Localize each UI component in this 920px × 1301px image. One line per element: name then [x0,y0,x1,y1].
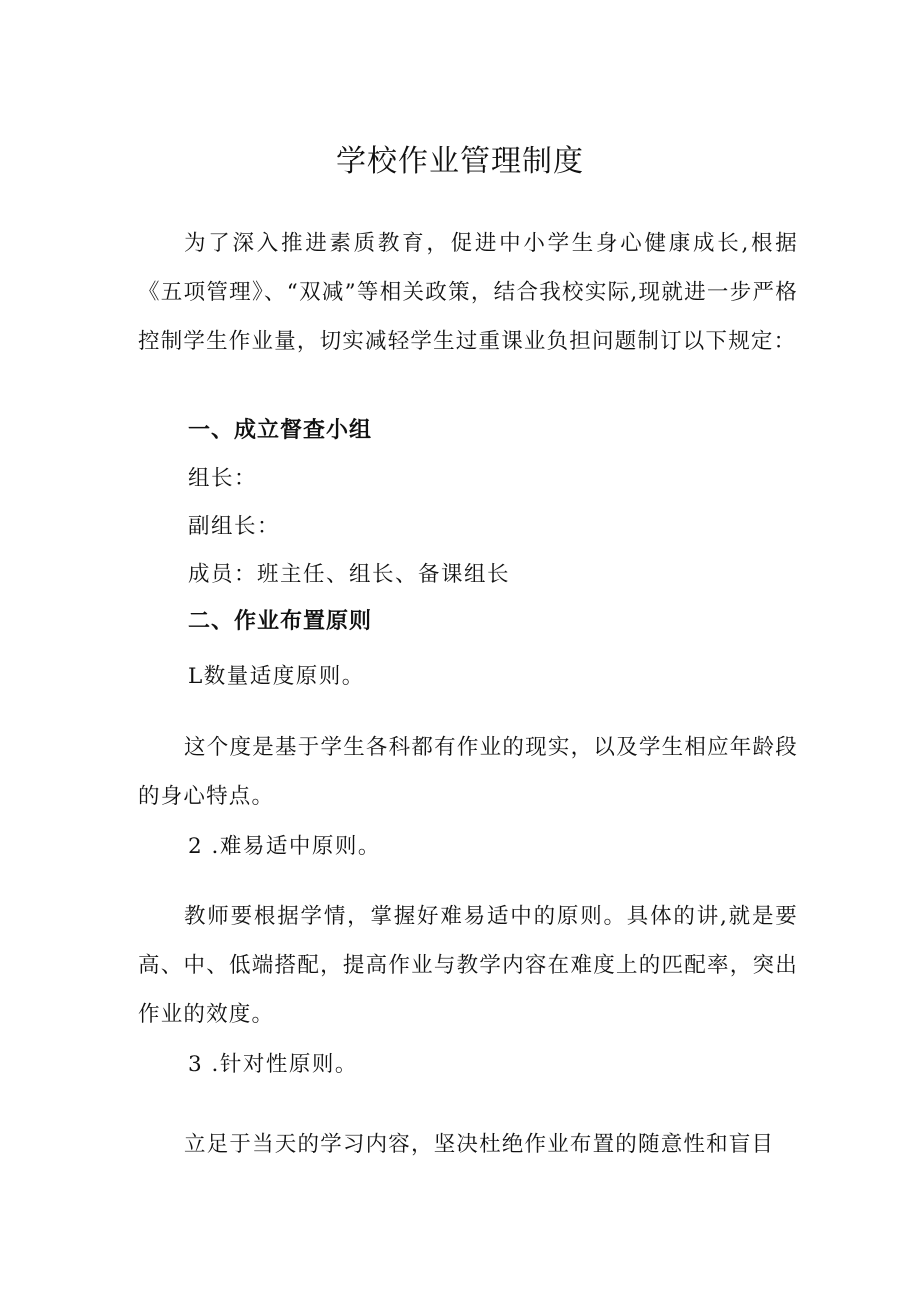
section2-heading: 二、作业布置原则 [188,609,373,634]
item3-body: 立足于当天的学习内容，坚决杜绝作业布置的随意性和盲目 [184,1132,775,1157]
intro-paragraph: 为了深入推进素质教育，促进中小学生身心健康成长,根据《五项管理》、“双减”等相关政策，结合我校实际,现就进一步严格控制学生作业量，切实减轻学生过重课业负担问题制订以下规定： [138,231,798,354]
item1-title: L数量适度原则。 [188,664,365,689]
deputy-leader-line: 副组长： [188,514,281,539]
item3-title: 3 .针对性原则。 [188,1052,358,1077]
item1-body: 这个度是基于学生各科都有作业的现实，以及学生相应年龄段的身心特点。 [138,735,798,809]
members-line: 成员：班主任、组长、备课组长 [188,562,511,587]
section1-heading: 一、成立督查小组 [188,418,373,443]
leader-line: 组长： [188,466,258,491]
document-title: 学校作业管理制度 [336,144,584,179]
item2-title: 2 .难易适中原则。 [188,834,381,859]
item2-body: 教师要根据学情，掌握好难易适中的原则。具体的讲,就是要高、中、低端搭配，提高作业与教学内容在难度上的匹配率，突出作业的效度。 [138,904,798,1027]
